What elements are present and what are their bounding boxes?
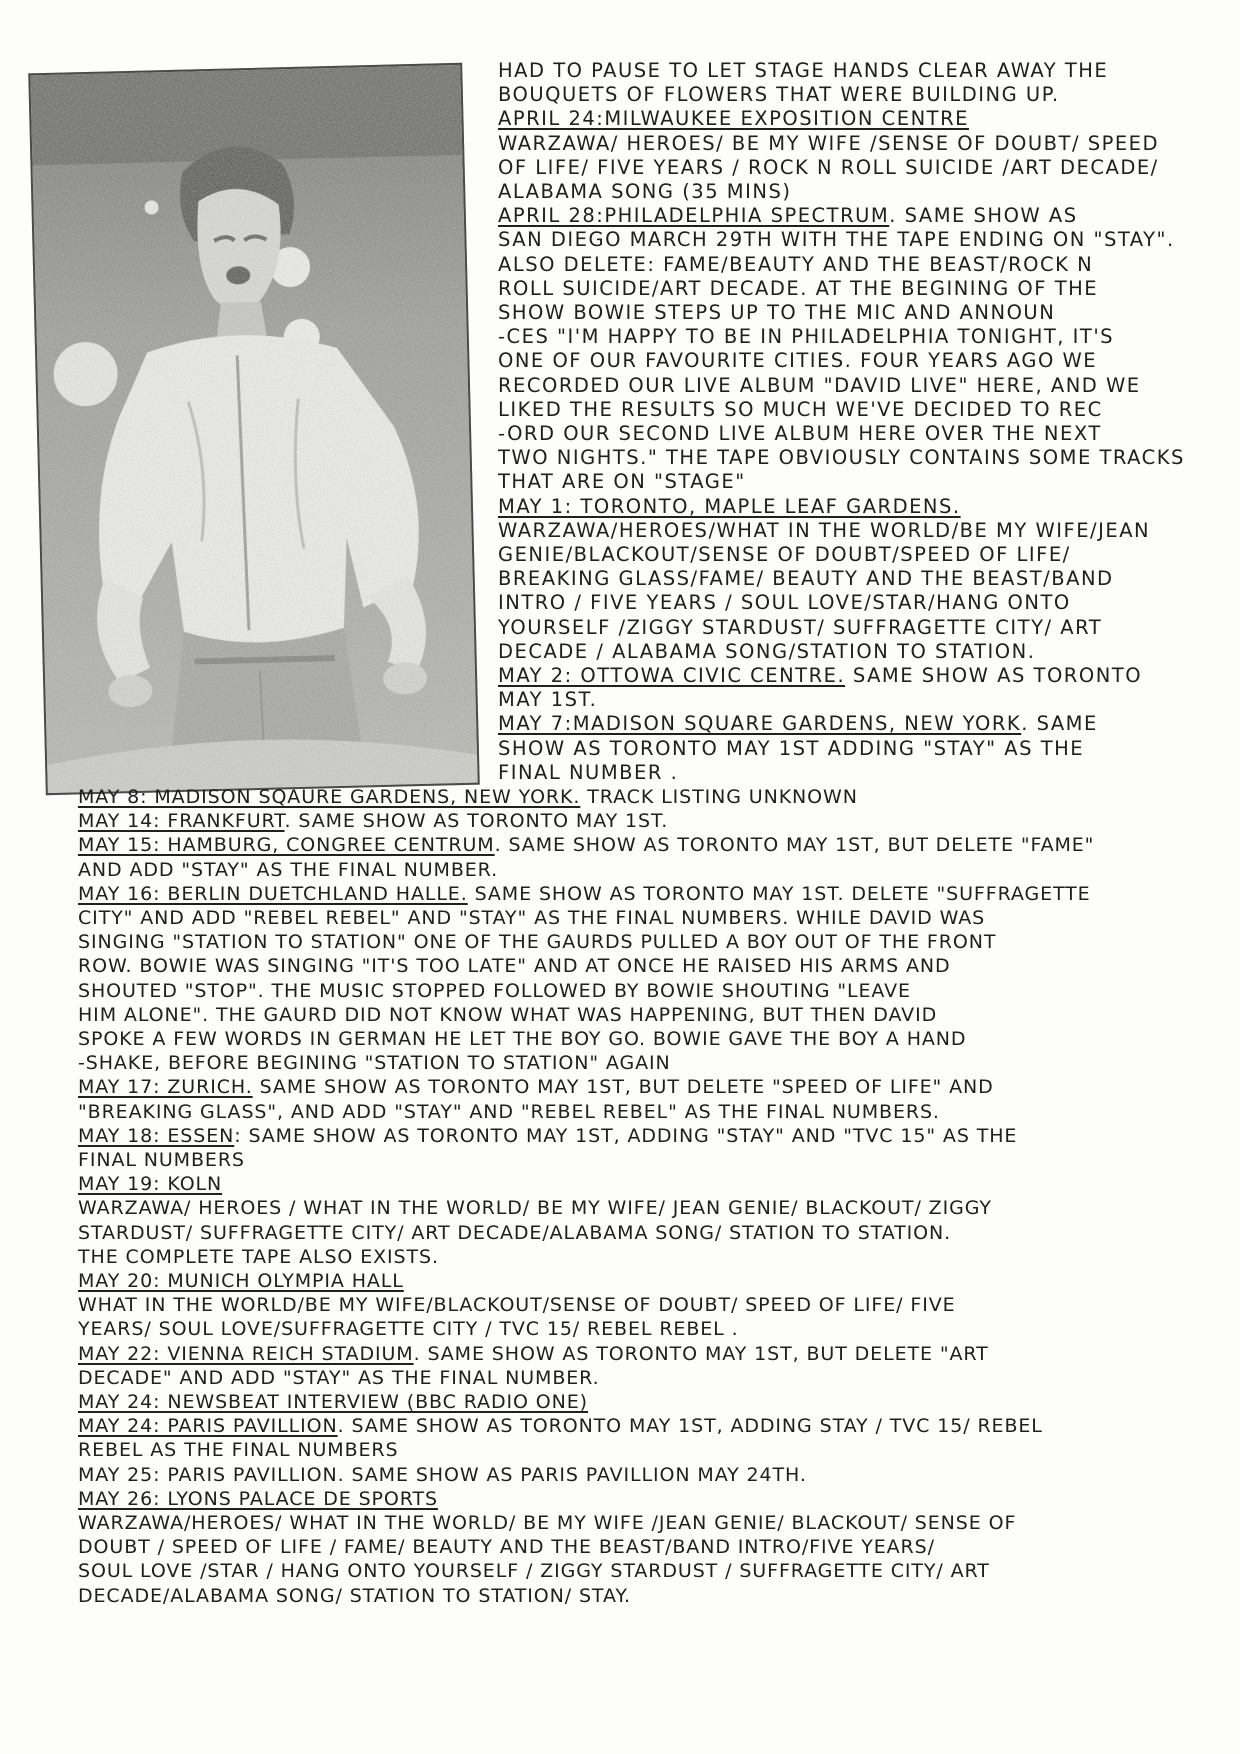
entry-heading: MAY 18: ESSEN — [78, 1125, 235, 1147]
entry-text: . SAME SHOW AS TORONTO MAY 1ST, ADDING STAY / TVC 15/ REBEL — [337, 1415, 1043, 1437]
entry-text: FINAL NUMBERS — [78, 1149, 245, 1171]
entry-text: YEARS/ SOUL LOVE/SUFFRAGETTE CITY / TVC 15/ REBEL REBEL . — [78, 1318, 739, 1340]
entry-text: HIM ALONE". THE GAURD DID NOT KNOW WHAT WAS HAPPENING, BUT THEN DAVID — [78, 1004, 938, 1026]
text-line — [78, 859, 498, 881]
entry-text: . SAME SHOW AS TORONTO MAY 1ST, BUT DELETE "ART — [413, 1343, 989, 1365]
entry-heading: MAY 8: MADISON SQAURE GARDENS, NEW YORK. — [78, 786, 581, 808]
entry-text: SAME SHOW AS TORONTO — [845, 664, 1143, 687]
entry-text: . SAME SHOW AS TORONTO MAY 1ST, BUT DELETE "FAME" — [494, 834, 1095, 856]
entry-text: YOURSELF /ZIGGY STARDUST/ SUFFRAGETTE CITY/ ART — [498, 616, 1103, 639]
entry-heading: APRIL 24:MILWAUKEE EXPOSITION CENTRE — [498, 107, 969, 130]
entry-text: MAY 1ST. — [498, 688, 598, 711]
entry-text: "BREAKING GLASS", AND ADD "STAY" AND "REBEL REBEL" AS THE FINAL NUMBERS. — [78, 1101, 940, 1123]
text-line — [78, 1222, 951, 1244]
text-line — [498, 326, 1114, 348]
text-line — [78, 1052, 671, 1074]
entry-text: WARZAWA/HEROES/WHAT IN THE WORLD/BE MY WIFE/JEAN — [498, 519, 1151, 542]
text-line — [78, 1270, 404, 1292]
text-line — [78, 1560, 990, 1582]
text-line — [498, 229, 1175, 251]
text-line — [78, 786, 858, 808]
entry-text: . SAME — [1021, 712, 1098, 735]
entry-text: TRACK LISTING UNKNOWN — [580, 786, 858, 808]
entry-text: SOUL LOVE /STAR / HANG ONTO YOURSELF / ZIGGY STARDUST / SUFFRAGETTE CITY/ ART — [78, 1560, 990, 1582]
entry-text: CITY" AND ADD "REBEL REBEL" AND "STAY" AS THE FINAL NUMBERS. WHILE DAVID WAS — [78, 907, 986, 929]
entry-text: ROW. BOWIE WAS SINGING "IT'S TOO LATE" AND AT ONCE HE RAISED HIS ARMS AND — [78, 955, 951, 977]
entry-text: ROLL SUICIDE/ART DECADE. AT THE BEGINING OF THE — [498, 277, 1099, 300]
text-line — [498, 84, 1060, 106]
text-line — [78, 1028, 966, 1050]
text-line — [498, 108, 969, 130]
text-line — [78, 1318, 739, 1340]
entry-text: . SAME SHOW AS — [889, 204, 1078, 227]
entry-text: . SAME SHOW AS TORONTO MAY 1ST. — [284, 810, 669, 832]
entry-text: SHOW AS TORONTO MAY 1ST ADDING "STAY" AS THE — [498, 737, 1085, 760]
entry-heading: APRIL 28:PHILADELPHIA SPECTRUM — [498, 204, 890, 227]
entry-heading: MAY 19: KOLN — [78, 1173, 223, 1195]
entry-text: RECORDED OUR LIVE ALBUM "DAVID LIVE" HERE, AND WE — [498, 374, 1141, 397]
text-line — [78, 834, 1094, 856]
text-line — [498, 568, 1114, 590]
performer-photo-image — [30, 65, 477, 793]
entry-text: INTRO / FIVE YEARS / SOUL LOVE/STAR/HANG ONTO — [498, 591, 1071, 614]
text-line — [78, 1173, 222, 1195]
text-line — [498, 738, 1084, 760]
entry-text: THAT ARE ON "STAGE" — [498, 470, 746, 493]
text-line — [498, 762, 678, 784]
entry-heading: MAY 2: OTTOWA CIVIC CENTRE. — [498, 664, 846, 687]
entry-text: HAD TO PAUSE TO LET STAGE HANDS CLEAR AWAY THE — [498, 59, 1109, 82]
text-line — [78, 883, 1091, 905]
entry-heading: MAY 26: LYONS PALACE DE SPORTS — [78, 1488, 438, 1510]
text-line — [498, 205, 1078, 227]
entry-heading: MAY 1: TORONTO, MAPLE LEAF GARDENS. — [498, 495, 961, 518]
entry-heading: MAY 14: FRANKFURT — [78, 810, 285, 832]
text-line — [78, 1101, 940, 1123]
text-line — [498, 447, 1185, 469]
entry-text: STARDUST/ SUFFRAGETTE CITY/ ART DECADE/ALABAMA SONG/ STATION TO STATION. — [78, 1222, 952, 1244]
text-line — [78, 1464, 807, 1486]
entry-heading: MAY 24: NEWSBEAT INTERVIEW (BBC RADIO ONE) — [78, 1391, 588, 1413]
text-line — [498, 254, 1093, 276]
text-line — [498, 665, 1142, 687]
entry-text: ALABAMA SONG (35 MINS) — [498, 180, 792, 203]
entry-heading: MAY 22: VIENNA REICH STADIUM — [78, 1343, 414, 1365]
text-line — [498, 157, 1159, 179]
text-line — [498, 592, 1071, 614]
entry-text: BREAKING GLASS/FAME/ BEAUTY AND THE BEAST/BAND — [498, 567, 1114, 590]
entry-text: DECADE / ALABAMA SONG/STATION TO STATION. — [498, 640, 1036, 663]
entry-text: ONE OF OUR FAVOURITE CITIES. FOUR YEARS AGO WE — [498, 349, 1098, 372]
text-line — [78, 810, 668, 832]
entry-heading: MAY 16: BERLIN DUETCHLAND HALLE. — [78, 883, 468, 905]
text-line — [78, 1343, 989, 1365]
entry-text: WARZAWA/ HEROES / WHAT IN THE WORLD/ BE MY WIFE/ JEAN GENIE/ BLACKOUT/ ZIGGY — [78, 1197, 992, 1219]
text-line — [498, 302, 1055, 324]
text-line — [78, 1004, 937, 1026]
text-line — [498, 181, 791, 203]
entry-text: -ORD OUR SECOND LIVE ALBUM HERE OVER THE NEXT — [498, 422, 1102, 445]
text-line — [498, 133, 1159, 155]
text-line — [498, 399, 1103, 421]
text-line — [498, 375, 1141, 397]
text-line — [498, 350, 1097, 372]
text-line — [498, 520, 1150, 542]
entry-heading: MAY 17: ZURICH. — [78, 1076, 253, 1098]
entry-heading: MAY 15: HAMBURG, CONGREE CENTRUM — [78, 834, 495, 856]
entry-text: LIKED THE RESULTS SO MUCH WE'VE DECIDED TO REC — [498, 398, 1103, 421]
entry-text: WARZAWA/ HEROES/ BE MY WIFE /SENSE OF DOUBT/ SPEED — [498, 132, 1160, 155]
entry-text: TWO NIGHTS." THE TAPE OBVIOUSLY CONTAINS SOME TRACKS — [498, 446, 1185, 469]
text-line — [78, 1125, 1017, 1147]
text-line — [498, 471, 746, 493]
text-line — [78, 980, 911, 1002]
entry-text: WARZAWA/HEROES/ WHAT IN THE WORLD/ BE MY WIFE /JEAN GENIE/ BLACKOUT/ SENSE OF — [78, 1512, 1017, 1534]
text-line — [498, 496, 961, 518]
entry-text: -SHAKE, BEFORE BEGINING "STATION TO STATION" AGAIN — [78, 1052, 671, 1074]
text-line — [498, 60, 1108, 82]
entry-text: FINAL NUMBER . — [498, 761, 679, 784]
text-line — [78, 1294, 956, 1316]
entry-text: SINGING "STATION TO STATION" ONE OF THE GAURDS PULLED A BOY OUT OF THE FRONT — [78, 931, 997, 953]
entry-text: SHOUTED "STOP". THE MUSIC STOPPED FOLLOWED BY BOWIE SHOUTING "LEAVE — [78, 980, 911, 1002]
entry-text: DECADE/ALABAMA SONG/ STATION TO STATION/ STAY. — [78, 1585, 631, 1607]
text-line — [78, 1076, 994, 1098]
entry-text: SAN DIEGO MARCH 29TH WITH THE TAPE ENDING ON "STAY". — [498, 228, 1175, 251]
entry-heading: MAY 7:MADISON SQUARE GARDENS, NEW YORK — [498, 712, 1022, 735]
text-line — [78, 1585, 631, 1607]
text-line — [498, 689, 597, 711]
text-line — [78, 1149, 245, 1171]
entry-text: BOUQUETS OF FLOWERS THAT WERE BUILDING UP. — [498, 83, 1060, 106]
text-line — [78, 1246, 439, 1268]
entry-text: SAME SHOW AS TORONTO MAY 1ST. DELETE "SUFFRAGETTE — [467, 883, 1091, 905]
text-line — [498, 617, 1102, 639]
entry-text: -CES "I'M HAPPY TO BE IN PHILADELPHIA TONIGHT, IT'S — [498, 325, 1115, 348]
text-line — [498, 278, 1098, 300]
text-line — [78, 1536, 935, 1558]
entry-text: SHOW BOWIE STEPS UP TO THE MIC AND ANNOUN — [498, 301, 1056, 324]
text-line — [498, 423, 1102, 445]
entry-text: WHAT IN THE WORLD/BE MY WIFE/BLACKOUT/SENSE OF DOUBT/ SPEED OF LIFE/ FIVE — [78, 1294, 956, 1316]
entry-text: GENIE/BLACKOUT/SENSE OF DOUBT/SPEED OF LIFE/ — [498, 543, 1071, 566]
entry-text: DOUBT / SPEED OF LIFE / FAME/ BEAUTY AND THE BEAST/BAND INTRO/FIVE YEARS/ — [78, 1536, 935, 1558]
text-line — [498, 641, 1035, 663]
entry-text: SPOKE A FEW WORDS IN GERMAN HE LET THE BOY GO. BOWIE GAVE THE BOY A HAND — [78, 1028, 967, 1050]
entry-text: ALSO DELETE: FAME/BEAUTY AND THE BEAST/ROCK N — [498, 253, 1094, 276]
text-line — [498, 544, 1071, 566]
text-line — [78, 931, 996, 953]
text-line — [78, 1439, 399, 1461]
entry-text: DECADE" AND ADD "STAY" AS THE FINAL NUMBER. — [78, 1367, 600, 1389]
text-line — [498, 713, 1098, 735]
entry-text: THE COMPLETE TAPE ALSO EXISTS. — [78, 1246, 439, 1268]
text-line — [78, 1415, 1043, 1437]
concert-photo — [28, 63, 480, 795]
text-line — [78, 1488, 438, 1510]
entry-text: AND ADD "STAY" AS THE FINAL NUMBER. — [78, 859, 499, 881]
entry-text: : SAME SHOW AS TORONTO MAY 1ST, ADDING "STAY" AND "TVC 15" AS THE — [234, 1125, 1018, 1147]
entry-text: OF LIFE/ FIVE YEARS / ROCK N ROLL SUICIDE /ART DECADE/ — [498, 156, 1159, 179]
entry-text: SAME SHOW AS TORONTO MAY 1ST, BUT DELETE "SPEED OF LIFE" AND — [252, 1076, 994, 1098]
entry-heading: MAY 24: PARIS PAVILLION — [78, 1415, 338, 1437]
text-line — [78, 907, 985, 929]
entry-text: MAY 25: PARIS PAVILLION. SAME SHOW AS PARIS PAVILLION MAY 24TH. — [78, 1464, 807, 1486]
text-line — [78, 1367, 600, 1389]
entry-text: REBEL AS THE FINAL NUMBERS — [78, 1439, 399, 1461]
text-line — [78, 1197, 992, 1219]
text-line — [78, 955, 951, 977]
text-line — [78, 1512, 1016, 1534]
text-line — [78, 1391, 588, 1413]
entry-heading: MAY 20: MUNICH OLYMPIA HALL — [78, 1270, 404, 1292]
